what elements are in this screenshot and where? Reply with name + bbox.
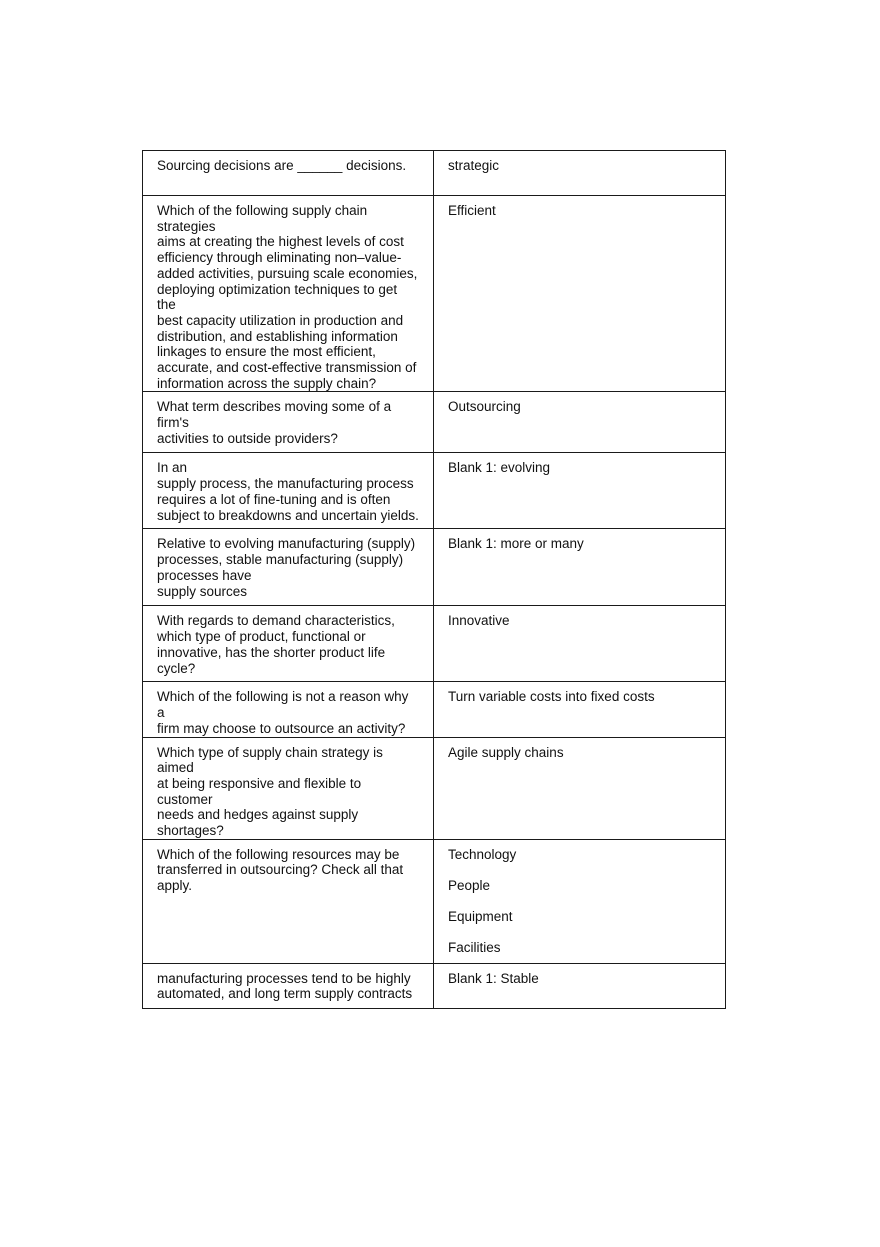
question-cell: Which of the following is not a reason why a firm may choose to outsource an activity? [143,682,434,737]
question-cell: manufacturing processes tend to be highly automated, and long term supply contracts [143,963,434,1008]
table-row [143,682,726,737]
table-row [143,453,726,529]
table-row [143,392,726,453]
answer-cell [434,839,726,963]
answer-text: Blank 1: Stable [448,970,539,986]
answer-text: strategic [448,158,500,173]
answer-text: Blank 1: more or many [448,536,584,552]
answer-text: Facilities [448,940,501,956]
table-row [143,839,726,963]
answer-cell [434,196,726,392]
answer-text: Outsourcing [448,399,521,415]
answer-text: Efficient [448,203,496,218]
answer-cell [434,453,726,529]
question-cell: Which of the following supply chain strategies aims at creating the highest levels of cost efficiency through eliminating non–value- added activities, pursuing scale economies, deploying optimization techniques to get the best capacity utilization in production and distribution, and establishing information linkages to ensure the most efficient, accurate, and cost-effective transmission of information across the supply chain? [143,196,434,392]
table-row [143,606,726,682]
table-row [143,529,726,606]
answer-cell [434,737,726,839]
answer-text: Agile supply chains [448,744,564,760]
table-row [143,963,726,1008]
answer-text: Technology [448,846,517,862]
answer-cell [434,392,726,453]
table-row [143,196,726,392]
answer-text: Equipment [448,909,513,925]
question-cell: In an supply process, the manufacturing process requires a lot of fine-tuning and is often subject to breakdowns and uncertain yields. [143,453,434,529]
answer-cell [434,963,726,1008]
question-cell: What term describes moving some of a firm's activities to outside providers? [143,392,434,453]
question-cell: Relative to evolving manufacturing (supply) processes, stable manufacturing (supply) processes have supply sources [143,529,434,606]
question-cell: Which type of supply chain strategy is aimed at being responsive and flexible to customer needs and hedges against supply shortages? [143,737,434,839]
answer-cell [434,606,726,682]
answer-cell [434,682,726,737]
answer-cell [434,151,726,196]
question-cell: With regards to demand characteristics, which type of product, functional or innovative, has the shorter product life cycle? [143,606,434,682]
answer-text: Innovative [448,613,510,629]
answer-text: Turn variable costs into fixed costs [448,689,655,705]
answer-text: Blank 1: evolving [448,460,551,476]
table-row [143,737,726,839]
qa-table [142,150,726,1009]
answer-cell [434,529,726,606]
question-cell: Which of the following resources may be transferred in outsourcing? Check all that apply. [143,839,434,963]
table-row [143,151,726,196]
answer-text: People [448,877,491,893]
question-cell: Sourcing decisions are ______ decisions. [143,151,434,196]
